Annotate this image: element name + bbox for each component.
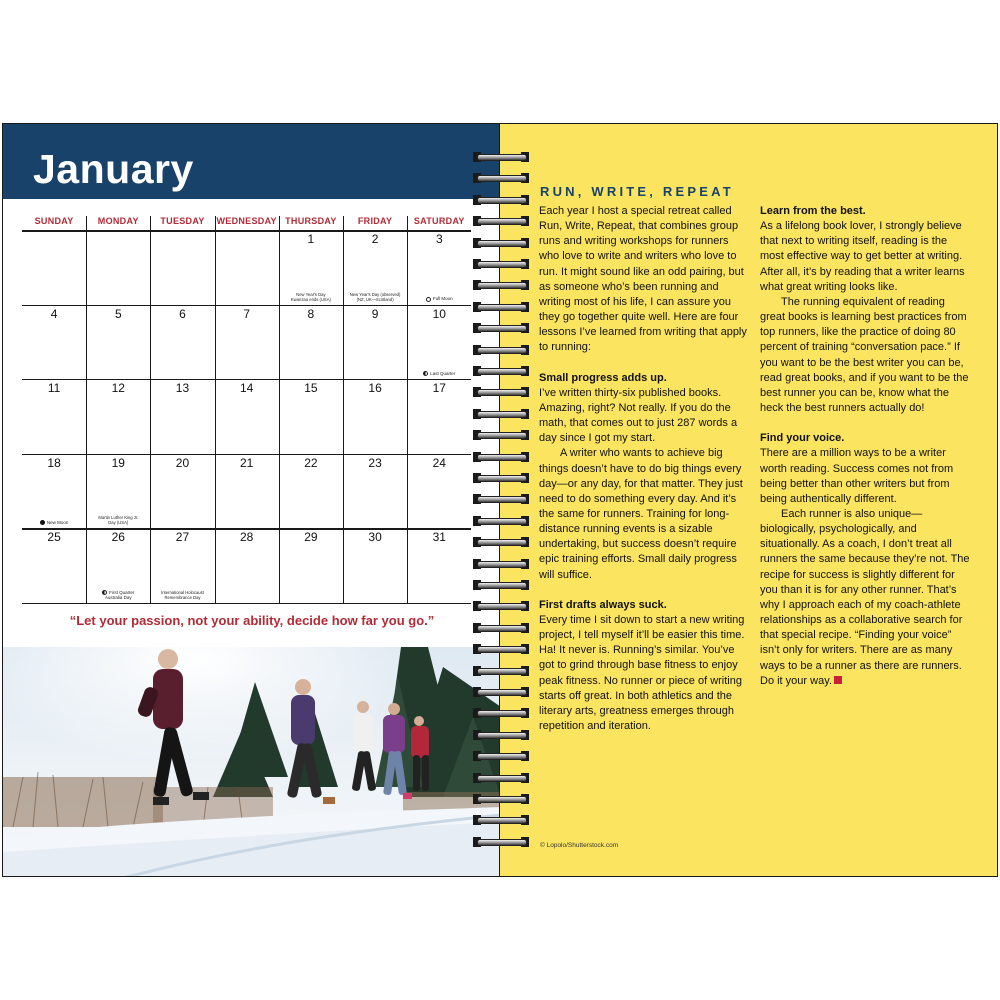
spiral-binding bbox=[473, 151, 529, 871]
spiral-ring bbox=[473, 600, 529, 612]
spiral-ring bbox=[473, 558, 529, 570]
spiral-ring bbox=[473, 172, 529, 184]
wire-coil bbox=[477, 197, 527, 204]
spiral-ring bbox=[473, 451, 529, 463]
spiral-ring bbox=[473, 579, 529, 591]
day-number: 4 bbox=[50, 306, 58, 321]
wire-coil bbox=[477, 154, 527, 161]
calendar-day-cell bbox=[279, 305, 343, 380]
wire-coil bbox=[477, 218, 527, 225]
day-number: 13 bbox=[175, 381, 190, 396]
calendar-day-cell bbox=[22, 528, 86, 603]
new-moon-icon bbox=[40, 520, 45, 525]
wire-coil bbox=[477, 325, 527, 332]
day-number: 21 bbox=[240, 455, 254, 470]
section-paragraph: A writer who wants to achieve big things doesn’t have to do big things every day—or any day, for that matter. They just need to do something every day. And it’s the same for runners. Training for long-distance running events is a sizable undertaking, but success doesn’t require epic training efforts. Small daily progress will suffice. bbox=[539, 447, 743, 581]
moon-phase-note: Full Moon bbox=[410, 296, 468, 301]
spiral-ring bbox=[473, 665, 529, 677]
spiral-ring bbox=[473, 707, 529, 719]
calendar-day-cell bbox=[407, 305, 471, 380]
final-paragraph-text: Each runner is also unique—biologically, psychologically, and situationally. As a coach, I don’t treat all runners the same because they’re not. The recipe for success is slightly different for you than it is for any other runner. That’s why I approach each of my coach-athlete relationships as a collaborative search for that special recipe. “Finding your voice” isn’t only for writers. There are as many ways to be a runner as there are runners. Do it your way. bbox=[760, 507, 970, 687]
inspirational-quote: “Let your passion, not your ability, decide how far you go.” bbox=[69, 613, 435, 628]
calendar-day-cell bbox=[343, 454, 407, 529]
section-paragraph: I’ve written thirty-six published books. Amazing, right? Not really. If you do the math, that comes out to just 287 words a day since I got my start. bbox=[539, 386, 738, 445]
day-number: 7 bbox=[243, 306, 251, 321]
spiral-ring bbox=[473, 472, 529, 484]
day-number: 9 bbox=[371, 306, 379, 321]
day-number: 12 bbox=[111, 381, 125, 396]
calendar-day-cell bbox=[407, 528, 471, 603]
day-number: 29 bbox=[304, 530, 318, 545]
day-number: 18 bbox=[47, 455, 61, 470]
section-heading-small-progress: Small progress adds up. bbox=[539, 371, 667, 384]
calendar-day-cell bbox=[22, 305, 86, 380]
wire-coil bbox=[477, 625, 527, 632]
end-mark-icon bbox=[834, 676, 842, 684]
spiral-ring bbox=[473, 729, 529, 741]
moon-phase-note: New Moon bbox=[25, 520, 83, 525]
photo-credit: © Lopolo/Shutterstock.com bbox=[540, 842, 619, 849]
spiral-ring bbox=[473, 301, 529, 313]
wire-coil bbox=[477, 175, 527, 182]
wire-coil bbox=[477, 368, 527, 375]
day-number: 5 bbox=[114, 306, 122, 321]
wire-coil bbox=[477, 475, 527, 482]
wire-coil bbox=[477, 603, 527, 610]
wire-coil bbox=[477, 454, 527, 461]
wire-coil bbox=[477, 432, 527, 439]
spiral-ring bbox=[473, 515, 529, 527]
day-number: 24 bbox=[432, 455, 446, 470]
spiral-ring bbox=[473, 279, 529, 291]
weekday-header: MONDAY bbox=[97, 216, 139, 226]
article-title: RUN, WRITE, REPEAT bbox=[540, 184, 734, 199]
spiral-ring bbox=[473, 686, 529, 698]
day-number: 26 bbox=[111, 530, 125, 545]
spiral-ring bbox=[473, 836, 529, 848]
spiral-ring bbox=[473, 750, 529, 762]
weekday-header: SUNDAY bbox=[34, 216, 74, 226]
spiral-ring bbox=[473, 643, 529, 655]
spiral-ring bbox=[473, 772, 529, 784]
holiday-note: New Year's Day Kwanzaa ends (USA) bbox=[290, 291, 331, 302]
wire-coil bbox=[477, 240, 527, 247]
day-number: 30 bbox=[368, 530, 382, 545]
calendar-day-cell bbox=[343, 379, 407, 454]
spiral-ring bbox=[473, 322, 529, 334]
day-number: 11 bbox=[47, 381, 61, 396]
calendar-day-cell bbox=[150, 454, 214, 529]
day-number: 22 bbox=[304, 455, 318, 470]
day-number: 19 bbox=[111, 455, 125, 470]
moon-phase-note: First Quarter Australia Day bbox=[89, 590, 147, 600]
section-heading-first-drafts: First drafts always suck. bbox=[539, 598, 667, 611]
wire-coil bbox=[477, 282, 527, 289]
wire-coil bbox=[477, 347, 527, 354]
wire-coil bbox=[477, 689, 527, 696]
section-paragraph: The running equivalent of reading great books is learning best practices from top runners, like the practice of doing 80 percent of training “conversation pace.” If you want to be the best writer you can be, read great books, and if you want to be the best runner you can be, know what the heck the best runners actually do! bbox=[760, 295, 969, 415]
calendar-day-cell bbox=[150, 230, 214, 305]
spiral-ring bbox=[473, 536, 529, 548]
wire-coil bbox=[477, 539, 527, 546]
weekday-header: THURSDAY bbox=[285, 216, 337, 226]
day-number: 23 bbox=[368, 455, 382, 470]
calendar-day-cell bbox=[279, 230, 343, 305]
calendar-day-cell bbox=[22, 230, 86, 305]
day-number: 14 bbox=[240, 381, 254, 396]
calendar-day-cell bbox=[407, 230, 471, 305]
wire-coil bbox=[477, 839, 527, 846]
spiral-ring bbox=[473, 814, 529, 826]
grid-line bbox=[22, 603, 471, 604]
calendar-day-cell bbox=[215, 454, 279, 529]
calendar-day-cell bbox=[279, 379, 343, 454]
spiral-ring bbox=[473, 365, 529, 377]
calendar-day-cell bbox=[86, 379, 150, 454]
spiral-ring bbox=[473, 344, 529, 356]
calendar-day-cell bbox=[22, 454, 86, 529]
calendar-grid bbox=[22, 216, 471, 598]
section-paragraph: Every time I sit down to start a new writing project, I tell myself it’ll be easier this time. Ha! It never is. Running’s similar. You’ve got to grind through base fitness to enjoy peak fitness. No runner or piece of writing starts off great. In both athletics and the literary arts, greatness emerges through repetition and iteration. bbox=[539, 613, 745, 732]
section-paragraph: As a lifelong book lover, I strongly believe that next to writing itself, reading is the most effective way to get better at writing. After all, it’s by reading that a writer learns what great writing looks like. bbox=[760, 220, 965, 293]
calendar-day-cell bbox=[22, 379, 86, 454]
spiral-ring bbox=[473, 151, 529, 163]
half-moon-icon bbox=[423, 371, 428, 376]
calendar-day-cell bbox=[215, 528, 279, 603]
weekday-header: SATURDAY bbox=[413, 216, 465, 226]
wire-coil bbox=[477, 389, 527, 396]
day-number: 16 bbox=[368, 381, 382, 396]
wire-coil bbox=[477, 304, 527, 311]
calendar-day-cell bbox=[150, 528, 214, 603]
calendar-day-cell bbox=[343, 230, 407, 305]
spiral-ring bbox=[473, 429, 529, 441]
article-intro: Each year I host a special retreat called Run, Write, Repeat, that combines group runs and writing workshops for runners who love to write and writers who love to run. It might sound like an odd pairing, but as someone who’s been running and writing most of his life, I can assure you they go together quite well. Here are four lessons I’ve learned from writing that apply to running: bbox=[539, 205, 747, 354]
article-page bbox=[500, 123, 998, 877]
day-number: 8 bbox=[307, 306, 315, 321]
day-number: 17 bbox=[432, 381, 446, 396]
calendar-day-cell bbox=[215, 305, 279, 380]
weekday-header: WEDNESDAY bbox=[216, 216, 277, 226]
wire-coil bbox=[477, 775, 527, 782]
calendar-day-cell bbox=[407, 454, 471, 529]
calendar-day-cell bbox=[86, 528, 150, 603]
wire-coil bbox=[477, 710, 527, 717]
moon-phase-note: Last Quarter bbox=[410, 371, 468, 376]
spiral-ring bbox=[473, 215, 529, 227]
wire-coil bbox=[477, 646, 527, 653]
section-paragraph: There are a million ways to be a writer worth reading. Success comes not from being better than other writers but from being authentically different. bbox=[760, 447, 954, 505]
day-number: 20 bbox=[175, 455, 190, 470]
calendar-day-cell bbox=[86, 305, 150, 380]
holiday-note: New Year's Day (observed) (NZ, UK—Scotland) bbox=[349, 291, 401, 302]
day-number: 10 bbox=[432, 306, 446, 321]
month-title: January bbox=[33, 146, 194, 192]
calendar-day-cell bbox=[343, 305, 407, 380]
article-column-2 bbox=[760, 204, 972, 689]
day-number: 31 bbox=[432, 530, 446, 545]
wire-coil bbox=[477, 796, 527, 803]
calendar-page bbox=[2, 123, 500, 877]
spiral-ring bbox=[473, 622, 529, 634]
runners-in-snow-photo bbox=[3, 647, 500, 877]
spiral-ring bbox=[473, 258, 529, 270]
full-moon-icon bbox=[426, 297, 431, 302]
wire-coil bbox=[477, 411, 527, 418]
day-number: 28 bbox=[240, 530, 254, 545]
wire-coil bbox=[477, 732, 527, 739]
spiral-ring bbox=[473, 386, 529, 398]
weekday-header: TUESDAY bbox=[160, 216, 205, 226]
wire-coil bbox=[477, 261, 527, 268]
weekday-header: FRIDAY bbox=[357, 216, 393, 226]
wire-coil bbox=[477, 561, 527, 568]
wire-coil bbox=[477, 518, 527, 525]
section-heading-find-your-voice: Find your voice. bbox=[760, 432, 845, 445]
wire-coil bbox=[477, 496, 527, 503]
spiral-ring bbox=[473, 493, 529, 505]
article-column-1 bbox=[539, 204, 751, 734]
section-paragraph-final bbox=[760, 507, 972, 689]
spiral-ring bbox=[473, 194, 529, 206]
spiral-ring bbox=[473, 408, 529, 420]
month-banner bbox=[3, 124, 500, 199]
day-number: 27 bbox=[175, 530, 190, 545]
wire-coil bbox=[477, 668, 527, 675]
holiday-note: Martin Luther King Jr. Day (USA) bbox=[98, 515, 139, 526]
day-number: 3 bbox=[435, 232, 443, 246]
calendar-day-cell bbox=[215, 379, 279, 454]
day-number: 6 bbox=[179, 306, 186, 321]
calendar-day-cell bbox=[86, 230, 150, 305]
day-number: 15 bbox=[304, 381, 318, 396]
spiral-ring bbox=[473, 793, 529, 805]
wire-coil bbox=[477, 753, 527, 760]
calendar-day-cell bbox=[86, 454, 150, 529]
day-number: 25 bbox=[47, 530, 61, 545]
section-heading-learn-from-best: Learn from the best. bbox=[760, 205, 866, 217]
half-moon-icon bbox=[102, 590, 107, 595]
day-number: 2 bbox=[371, 232, 379, 246]
holiday-note: International Holocaust Remembrance Day bbox=[161, 589, 204, 600]
calendar-day-cell bbox=[279, 528, 343, 603]
calendar-day-cell bbox=[407, 379, 471, 454]
day-number: 1 bbox=[307, 232, 315, 246]
calendar-day-cell bbox=[343, 528, 407, 603]
wire-coil bbox=[477, 817, 527, 824]
calendar-day-cell bbox=[150, 305, 214, 380]
planner-spread bbox=[0, 123, 1000, 877]
spiral-ring bbox=[473, 237, 529, 249]
wire-coil bbox=[477, 582, 527, 589]
calendar-day-cell bbox=[215, 230, 279, 305]
calendar-day-cell bbox=[150, 379, 214, 454]
calendar-day-cell bbox=[279, 454, 343, 529]
